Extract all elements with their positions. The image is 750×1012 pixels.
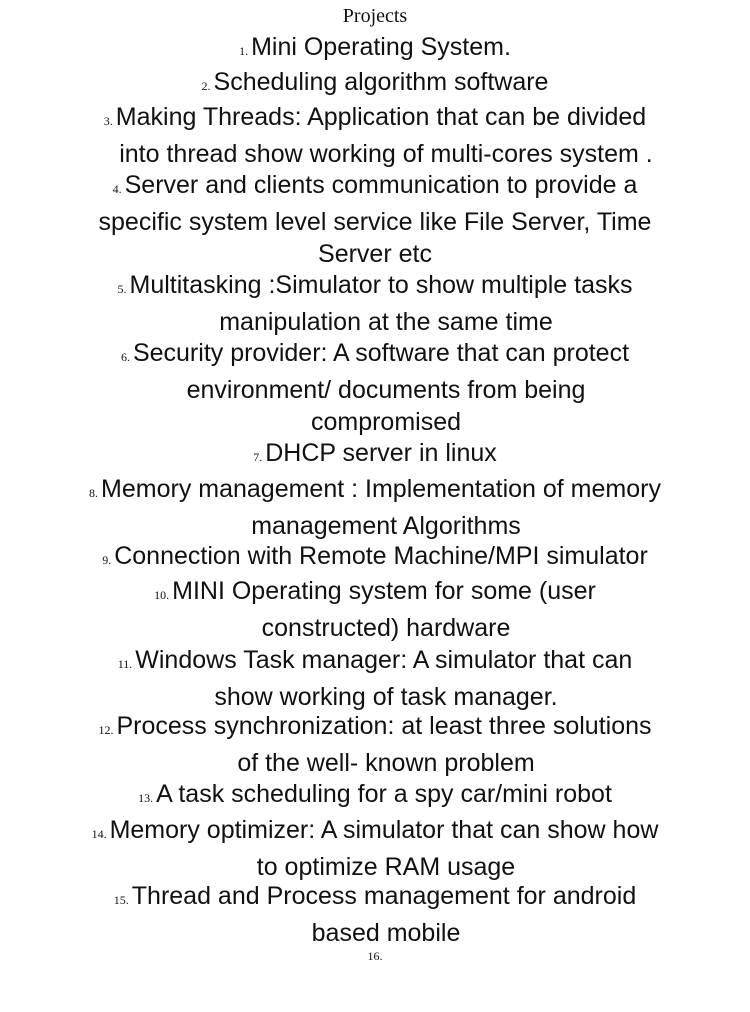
list-item-text: Connection with Remote Machine/MPI simulator — [114, 542, 648, 570]
list-item-line: constructed) hardware — [261, 613, 511, 642]
list-item-line — [0, 575, 750, 612]
list-item-line — [0, 710, 750, 747]
list-item — [0, 814, 750, 883]
list-item-number: 8. — [89, 486, 99, 500]
list-item-text: Thread and Process management for android — [131, 882, 637, 910]
list-item-number: 15. — [113, 893, 129, 907]
list-item-line: specific system level service like File Server, Time — [98, 207, 652, 236]
list-item-line: to optimize RAM usage — [256, 852, 516, 881]
list-item — [0, 540, 750, 577]
list-item — [0, 269, 750, 338]
list-item-line: compromised — [310, 408, 462, 436]
list-item-line — [0, 880, 750, 917]
list-item — [0, 101, 750, 170]
list-item-line: of the well- known problem — [237, 748, 535, 777]
list-item-text: Memory management : Implementation of memory — [101, 475, 661, 503]
list-item-text: DHCP server in linux — [265, 439, 497, 467]
list-item — [0, 644, 750, 713]
list-item-line: environment/ documents from being — [186, 375, 586, 404]
list-item-number: 3. — [103, 114, 113, 128]
list-item-text: Scheduling algorithm software — [213, 68, 549, 96]
list-item-text: Server and clients communication to provide a — [124, 171, 638, 199]
list-item — [0, 169, 750, 271]
list-item — [0, 437, 750, 474]
list-item-number: 9. — [102, 553, 112, 567]
list-item — [0, 337, 750, 439]
list-item-line — [0, 101, 750, 138]
list-item-line — [0, 473, 750, 510]
list-item-number: 4. — [112, 182, 122, 196]
list-item — [0, 66, 750, 103]
list-item-line — [0, 644, 750, 681]
list-item — [0, 473, 750, 542]
list-item-line: Server etc — [318, 240, 432, 268]
list-item-number: 7. — [253, 450, 263, 464]
list-item-text: Making Threads: Application that can be divided — [115, 103, 647, 131]
list-item — [0, 710, 750, 779]
list-item-line: manipulation at the same time — [219, 307, 553, 336]
list-item-number: 11. — [117, 657, 133, 671]
page-title: Projects — [342, 5, 408, 27]
list-item-line: management Algorithms — [251, 511, 521, 540]
list-item-line — [0, 540, 750, 577]
list-item-number: 13. — [138, 791, 154, 805]
list-item-text: Windows Task manager: A simulator that can — [135, 646, 633, 674]
list-item-number: 14. — [91, 827, 107, 841]
list-item-text: Memory optimizer: A simulator that can show how — [109, 816, 659, 844]
list-item-text: Mini Operating System. — [251, 33, 511, 61]
list-item-text: A task scheduling for a spy car/mini robot — [156, 780, 612, 808]
list-item-number: 1. — [239, 44, 249, 58]
list-item-line — [0, 31, 750, 68]
list-item-line — [0, 437, 750, 474]
list-item-text: MINI Operating system for some (user — [172, 577, 596, 605]
list-item-number: 10. — [154, 588, 170, 602]
list-item — [0, 575, 750, 644]
list-item — [0, 31, 750, 68]
list-item-number: 2. — [201, 79, 211, 93]
list-item-line — [0, 778, 750, 815]
list-item-text: Process synchronization: at least three solutions — [116, 712, 652, 740]
list-item-line: show working of task manager. — [214, 682, 558, 711]
list-item-text: Security provider: A software that can protect — [132, 339, 630, 367]
list-item-number: 12. — [98, 723, 114, 737]
list-item-text: Multitasking :Simulator to show multiple tasks — [129, 271, 633, 299]
list-item-line — [0, 337, 750, 374]
list-item-number: 6. — [120, 350, 130, 364]
list-item-line: based mobile — [311, 918, 461, 947]
list-item-number-empty: 16. — [367, 949, 383, 963]
list-item-line — [0, 269, 750, 306]
list-item-line — [0, 169, 750, 206]
list-item — [0, 880, 750, 949]
list-item — [0, 778, 750, 815]
list-item-line — [0, 814, 750, 851]
list-item-line — [0, 66, 750, 103]
list-item-line: into thread show working of multi-cores system . — [119, 139, 653, 168]
list-item-number: 5. — [117, 282, 127, 296]
